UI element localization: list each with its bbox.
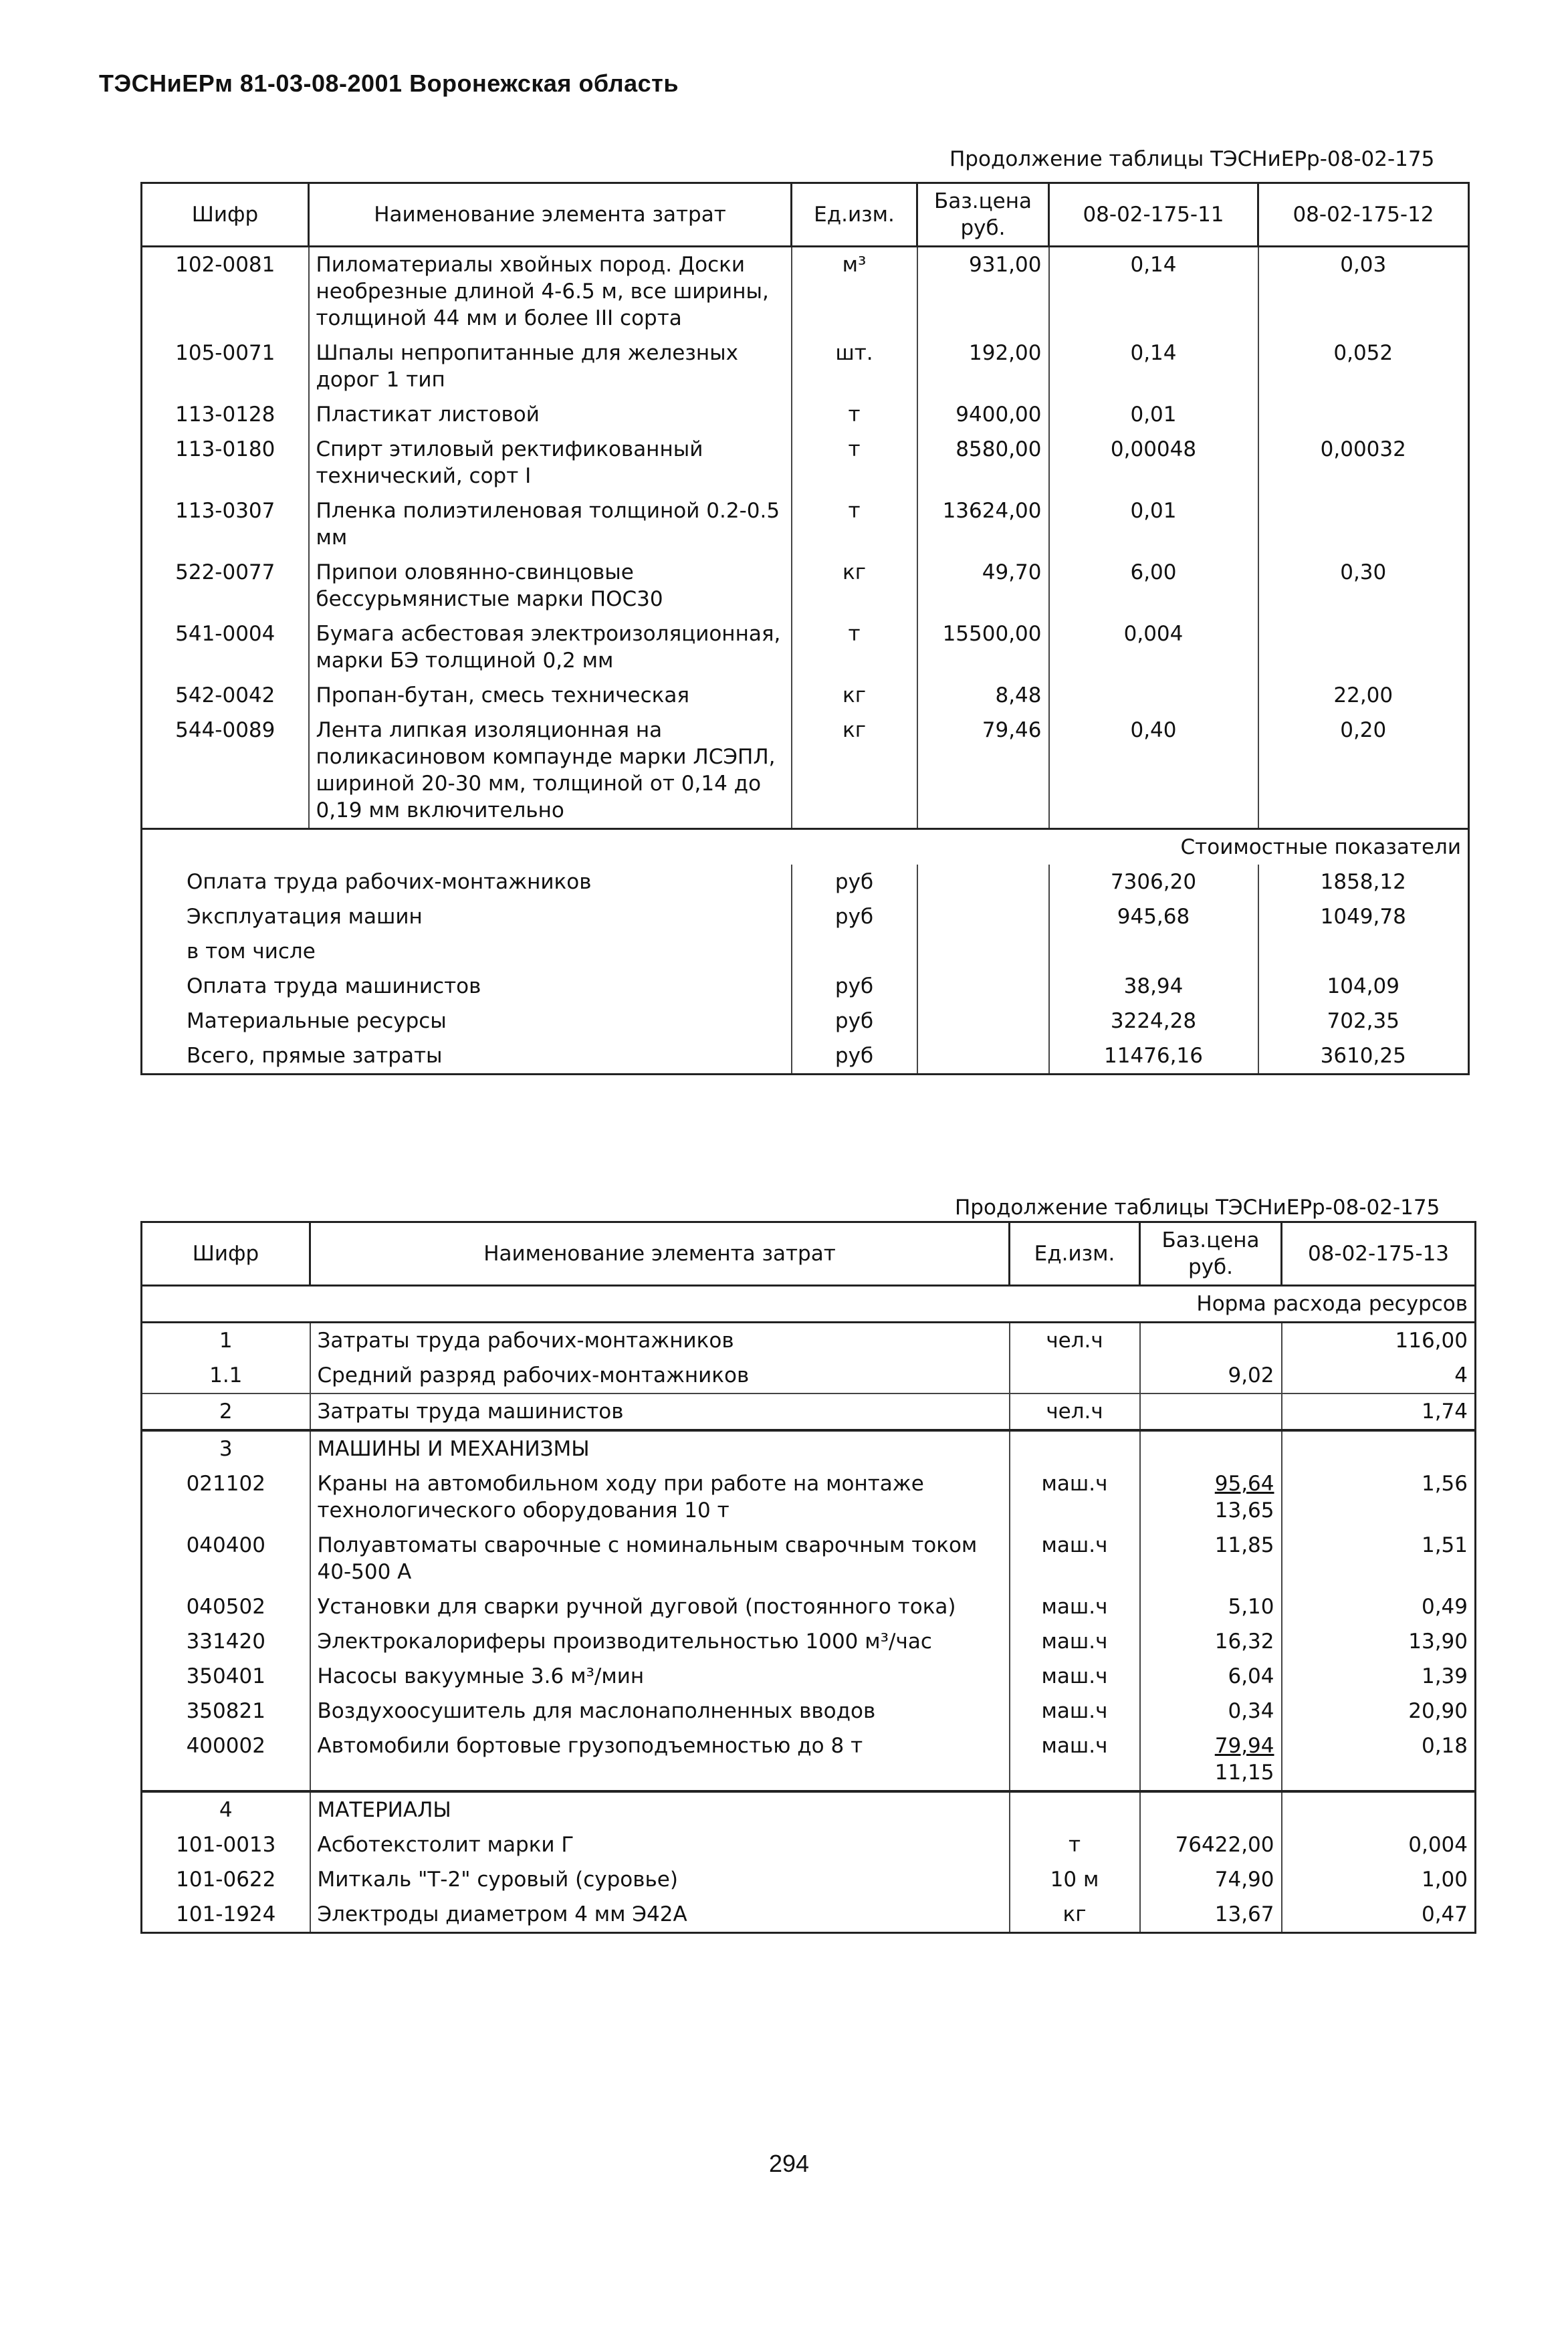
norm-08-02-175-11: 0,14 — [1049, 336, 1258, 397]
summary-unit: руб — [792, 1038, 917, 1075]
base-price: 8580,00 — [917, 432, 1049, 493]
resource-name: Пропан-бутан, смесь техническая — [309, 678, 792, 713]
resource-name: Припои оловянно-свинцовые бессурьмянистые марки ПОС30 — [309, 555, 792, 617]
summary-row — [142, 934, 1469, 969]
norm-08-02-175-11: 0,01 — [1049, 397, 1258, 432]
resource-name: МАТЕРИАЛЫ — [310, 1791, 1010, 1827]
resource-unit: т — [792, 432, 917, 493]
summary-empty — [917, 1004, 1049, 1038]
resource-unit: маш.ч — [1010, 1624, 1140, 1659]
resource-name: Затраты труда машинистов — [310, 1393, 1010, 1430]
summary-row — [142, 1004, 1469, 1038]
resource-unit: маш.ч — [1010, 1728, 1140, 1791]
norm-header-row — [142, 1286, 1476, 1323]
resource-name: Лента липкая изоляционная на поликасиновом компаунде марки ЛСЭПЛ, шириной 20-30 мм, толщиной от 0,14 до 0,19 мм включительно — [309, 713, 792, 829]
resource-unit — [1010, 1791, 1140, 1827]
table-row — [142, 1466, 1476, 1528]
summary-empty — [917, 934, 1049, 969]
resource-code: 105-0071 — [175, 341, 275, 365]
resource-name: Пленка полиэтиленовая толщиной 0.2-0.5 мм — [309, 493, 792, 555]
base-price: 13624,00 — [917, 493, 1049, 555]
norm-08-02-175-12: 0,03 — [1258, 247, 1469, 336]
document-header: ТЭСНиЕРм 81-03-08-2001 Воронежская область — [99, 70, 679, 97]
summary-unit: руб — [792, 899, 917, 934]
table-row — [142, 1624, 1476, 1659]
norm-08-02-175-13: 20,90 — [1282, 1694, 1476, 1728]
resource-unit: 10 м — [1010, 1862, 1140, 1897]
base-price: 5,10 — [1140, 1589, 1282, 1624]
summary-value-11: 945,68 — [1049, 899, 1258, 934]
table-row — [142, 1728, 1476, 1791]
norm-08-02-175-13: 1,74 — [1282, 1393, 1476, 1430]
resource-unit: т — [1010, 1827, 1140, 1862]
norm-08-02-175-13: 13,90 — [1282, 1624, 1476, 1659]
base-price — [1140, 1728, 1282, 1791]
resource-unit: т — [792, 397, 917, 432]
norm-08-02-175-13: 4 — [1282, 1358, 1476, 1393]
summary-value-12: 1049,78 — [1258, 899, 1469, 934]
resource-code: 400002 — [186, 1734, 265, 1758]
col-header-code: Шифр — [142, 183, 309, 247]
summary-empty — [917, 899, 1049, 934]
summary-row — [142, 865, 1469, 899]
base-price: 9400,00 — [917, 397, 1049, 432]
norm-08-02-175-13: 0,47 — [1282, 1897, 1476, 1933]
table1-caption: Продолжение таблицы ТЭСНиЕРр-08-02-175 — [949, 147, 1435, 171]
resource-name: Затраты труда рабочих-монтажников — [310, 1323, 1010, 1359]
resource-name: МАШИНЫ И МЕХАНИЗМЫ — [310, 1430, 1010, 1466]
summary-unit — [792, 934, 917, 969]
norm-08-02-175-12 — [1258, 493, 1469, 555]
norm-08-02-175-13: 1,39 — [1282, 1659, 1476, 1694]
resource-code: 101-1924 — [176, 1902, 276, 1926]
resource-code: 350401 — [186, 1664, 265, 1688]
resource-code: 541-0004 — [175, 622, 275, 646]
summary-row — [142, 1038, 1469, 1075]
norm-08-02-175-11: 0,00048 — [1049, 432, 1258, 493]
table-row — [142, 1323, 1476, 1359]
resource-unit: кг — [1010, 1897, 1140, 1933]
col-header-08-02-175-13: 08-02-175-13 — [1282, 1222, 1476, 1286]
base-price: 79,46 — [917, 713, 1049, 829]
col-header-code: Шифр — [142, 1222, 310, 1286]
col-header-08-02-175-11: 08-02-175-11 — [1049, 183, 1258, 247]
norm-08-02-175-13: 116,00 — [1282, 1323, 1476, 1359]
resource-name: Пиломатериалы хвойных пород. Доски необрезные длиной 4-6.5 м, все ширины, толщиной 44 мм и более III сорта — [309, 247, 792, 336]
table-row — [142, 1393, 1476, 1430]
summary-value-12: 3610,25 — [1258, 1038, 1469, 1075]
summary-value-11: 3224,28 — [1049, 1004, 1258, 1038]
base-price: 8,48 — [917, 678, 1049, 713]
col-header-name: Наименование элемента затрат — [310, 1222, 1010, 1286]
base-price: 6,04 — [1140, 1659, 1282, 1694]
norm-08-02-175-11: 0,004 — [1049, 617, 1258, 678]
resource-code: 113-0180 — [175, 437, 275, 461]
base-price — [1140, 1430, 1282, 1466]
table-row — [142, 617, 1469, 678]
resource-unit: кг — [792, 713, 917, 829]
norm-08-02-175-12: 0,052 — [1258, 336, 1469, 397]
resource-code: 113-0307 — [175, 499, 275, 523]
summary-label: Всего, прямые затраты — [187, 1044, 443, 1068]
resource-code: 040502 — [186, 1595, 265, 1619]
norm-08-02-175-11: 0,40 — [1049, 713, 1258, 829]
resource-name: Спирт этиловый ректификованный технический, сорт I — [309, 432, 792, 493]
summary-value-12 — [1258, 934, 1469, 969]
resource-name: Электрокалориферы производительностью 1000 м³/час — [310, 1624, 1010, 1659]
resource-unit: кг — [792, 678, 917, 713]
table-row — [142, 555, 1469, 617]
base-price: 49,70 — [917, 555, 1049, 617]
base-price — [1140, 1393, 1282, 1430]
norm-08-02-175-13: 0,18 — [1282, 1728, 1476, 1791]
resource-name: Бумага асбестовая электроизоляционная, марки БЭ толщиной 0,2 мм — [309, 617, 792, 678]
resource-name: Автомобили бортовые грузоподъемностью до 8 т — [310, 1728, 1010, 1791]
table-row — [142, 247, 1469, 336]
resource-code: 2 — [142, 1393, 310, 1430]
norm-08-02-175-13: 0,49 — [1282, 1589, 1476, 1624]
norm-08-02-175-13: 0,004 — [1282, 1827, 1476, 1862]
table-row — [142, 336, 1469, 397]
summary-empty — [917, 865, 1049, 899]
cost-indicators-header: Стоимостные показатели — [142, 829, 1469, 865]
price-stack — [1215, 1733, 1274, 1786]
norm-08-02-175-12 — [1258, 397, 1469, 432]
summary-unit: руб — [792, 865, 917, 899]
table-row — [142, 397, 1469, 432]
base-price: 76422,00 — [1140, 1827, 1282, 1862]
resource-code: 1.1 — [209, 1363, 243, 1387]
resource-code: 101-0013 — [176, 1833, 276, 1857]
resource-table-2 — [140, 1221, 1476, 1934]
summary-label: в том числе — [187, 939, 316, 964]
resource-name: Шпалы непропитанные для железных дорог 1 тип — [309, 336, 792, 397]
resource-code: 522-0077 — [175, 560, 275, 584]
resource-code: 542-0042 — [175, 683, 275, 707]
cost-indicators-header-row — [142, 829, 1469, 865]
summary-label: Оплата труда рабочих-монтажников — [187, 870, 592, 894]
norm-08-02-175-12: 0,20 — [1258, 713, 1469, 829]
table-row — [142, 713, 1469, 829]
base-price — [1140, 1791, 1282, 1827]
summary-unit: руб — [792, 969, 917, 1004]
base-price: 11,85 — [1140, 1528, 1282, 1589]
summary-value-11: 11476,16 — [1049, 1038, 1258, 1075]
resource-code: 101-0622 — [176, 1868, 276, 1892]
norm-08-02-175-11: 0,14 — [1049, 247, 1258, 336]
group-row — [142, 1430, 1476, 1466]
resource-code: 021102 — [186, 1472, 265, 1496]
table-row — [142, 678, 1469, 713]
table-row — [142, 1659, 1476, 1694]
base-price: 931,00 — [917, 247, 1049, 336]
base-price: 16,32 — [1140, 1624, 1282, 1659]
norm-08-02-175-11: 6,00 — [1049, 555, 1258, 617]
norm-08-02-175-12 — [1258, 617, 1469, 678]
price-stack — [1215, 1470, 1274, 1524]
norm-08-02-175-12: 0,30 — [1258, 555, 1469, 617]
base-price: 192,00 — [917, 336, 1049, 397]
resource-unit: маш.ч — [1010, 1528, 1140, 1589]
col-header-base-price: Баз.цена руб. — [917, 183, 1049, 247]
resource-unit: шт. — [792, 336, 917, 397]
page-number: 294 — [769, 2150, 810, 2177]
summary-empty — [917, 1038, 1049, 1075]
resource-name: Средний разряд рабочих-монтажников — [310, 1358, 1010, 1393]
norm-08-02-175-13: 1,56 — [1282, 1466, 1476, 1528]
resource-name: Миткаль "Т-2" суровый (суровье) — [310, 1862, 1010, 1897]
norm-08-02-175-12: 0,00032 — [1258, 432, 1469, 493]
resource-code: 102-0081 — [175, 253, 275, 277]
summary-row — [142, 899, 1469, 934]
summary-row — [142, 969, 1469, 1004]
summary-value-12: 1858,12 — [1258, 865, 1469, 899]
group-row — [142, 1791, 1476, 1827]
table2-caption: Продолжение таблицы ТЭСНиЕРр-08-02-175 — [955, 1196, 1440, 1220]
summary-label: Материальные ресурсы — [187, 1009, 447, 1033]
summary-value-12: 702,35 — [1258, 1004, 1469, 1038]
resource-name: Асботекстолит марки Г — [310, 1827, 1010, 1862]
base-price: 15500,00 — [917, 617, 1049, 678]
resource-name: Насосы вакуумные 3.6 м³/мин — [310, 1659, 1010, 1694]
resource-code: 4 — [142, 1791, 310, 1827]
table-row — [142, 1827, 1476, 1862]
base-price — [1140, 1323, 1282, 1359]
summary-value-11 — [1049, 934, 1258, 969]
resource-unit: кг — [792, 555, 917, 617]
resource-name: Полуавтоматы сварочные с номинальным сварочным током 40-500 А — [310, 1528, 1010, 1589]
norm-08-02-175-11 — [1049, 678, 1258, 713]
resource-unit: чел.ч — [1010, 1393, 1140, 1430]
col-header-08-02-175-12: 08-02-175-12 — [1258, 183, 1469, 247]
table-row — [142, 1528, 1476, 1589]
resource-code: 350821 — [186, 1699, 265, 1723]
resource-unit: маш.ч — [1010, 1466, 1140, 1528]
summary-label: Эксплуатация машин — [187, 905, 423, 929]
resource-unit — [1010, 1430, 1140, 1466]
base-price-value: 79,94 — [1214, 1734, 1274, 1758]
resource-name: Пластикат листовой — [309, 397, 792, 432]
resource-unit: маш.ч — [1010, 1589, 1140, 1624]
norm-header: Норма расхода ресурсов — [142, 1286, 1476, 1323]
summary-value-12: 104,09 — [1258, 969, 1469, 1004]
table1-header-row — [142, 183, 1469, 247]
wage-price-value: 13,65 — [1214, 1498, 1274, 1523]
resource-code: 040400 — [186, 1533, 265, 1557]
resource-table-1 — [140, 182, 1470, 1075]
resource-unit — [1010, 1358, 1140, 1393]
norm-08-02-175-13: 1,00 — [1282, 1862, 1476, 1897]
resource-unit: чел.ч — [1010, 1323, 1140, 1359]
resource-unit: т — [792, 493, 917, 555]
table-row — [142, 1897, 1476, 1933]
resource-name: Установки для сварки ручной дуговой (постоянного тока) — [310, 1589, 1010, 1624]
base-price: 13,67 — [1140, 1897, 1282, 1933]
summary-value-11: 38,94 — [1049, 969, 1258, 1004]
table2-header-row — [142, 1222, 1476, 1286]
resource-unit: маш.ч — [1010, 1659, 1140, 1694]
col-header-base-price: Баз.цена руб. — [1140, 1222, 1282, 1286]
resource-name: Краны на автомобильном ходу при работе на монтаже технологического оборудования 10 т — [310, 1466, 1010, 1528]
table-row — [142, 432, 1469, 493]
table-row — [142, 1862, 1476, 1897]
col-header-unit: Ед.изм. — [792, 183, 917, 247]
base-price: 0,34 — [1140, 1694, 1282, 1728]
table-row — [142, 1358, 1476, 1393]
norm-08-02-175-13: 1,51 — [1282, 1528, 1476, 1589]
table-row — [142, 493, 1469, 555]
resource-name: Воздухоосушитель для маслонаполненных вводов — [310, 1694, 1010, 1728]
resource-code: 1 — [142, 1323, 310, 1359]
wage-price-value: 11,15 — [1214, 1761, 1274, 1785]
summary-label: Оплата труда машинистов — [187, 974, 481, 998]
summary-unit: руб — [792, 1004, 917, 1038]
resource-name: Электроды диаметром 4 мм Э42А — [310, 1897, 1010, 1933]
norm-08-02-175-12: 22,00 — [1258, 678, 1469, 713]
resource-unit: т — [792, 617, 917, 678]
table-row — [142, 1694, 1476, 1728]
norm-08-02-175-13 — [1282, 1791, 1476, 1827]
resource-code: 331420 — [186, 1630, 265, 1654]
resource-code: 544-0089 — [175, 718, 275, 742]
base-price — [1140, 1466, 1282, 1528]
summary-value-11: 7306,20 — [1049, 865, 1258, 899]
resource-unit: м³ — [792, 247, 917, 336]
col-header-name: Наименование элемента затрат — [309, 183, 792, 247]
col-header-unit: Ед.изм. — [1010, 1222, 1140, 1286]
resource-code: 113-0128 — [175, 403, 275, 427]
norm-08-02-175-11: 0,01 — [1049, 493, 1258, 555]
base-price: 74,90 — [1140, 1862, 1282, 1897]
summary-empty — [917, 969, 1049, 1004]
base-price: 9,02 — [1140, 1358, 1282, 1393]
resource-unit: маш.ч — [1010, 1694, 1140, 1728]
table-row — [142, 1589, 1476, 1624]
resource-code: 3 — [142, 1430, 310, 1466]
base-price-value: 95,64 — [1214, 1472, 1274, 1496]
norm-08-02-175-13 — [1282, 1430, 1476, 1466]
